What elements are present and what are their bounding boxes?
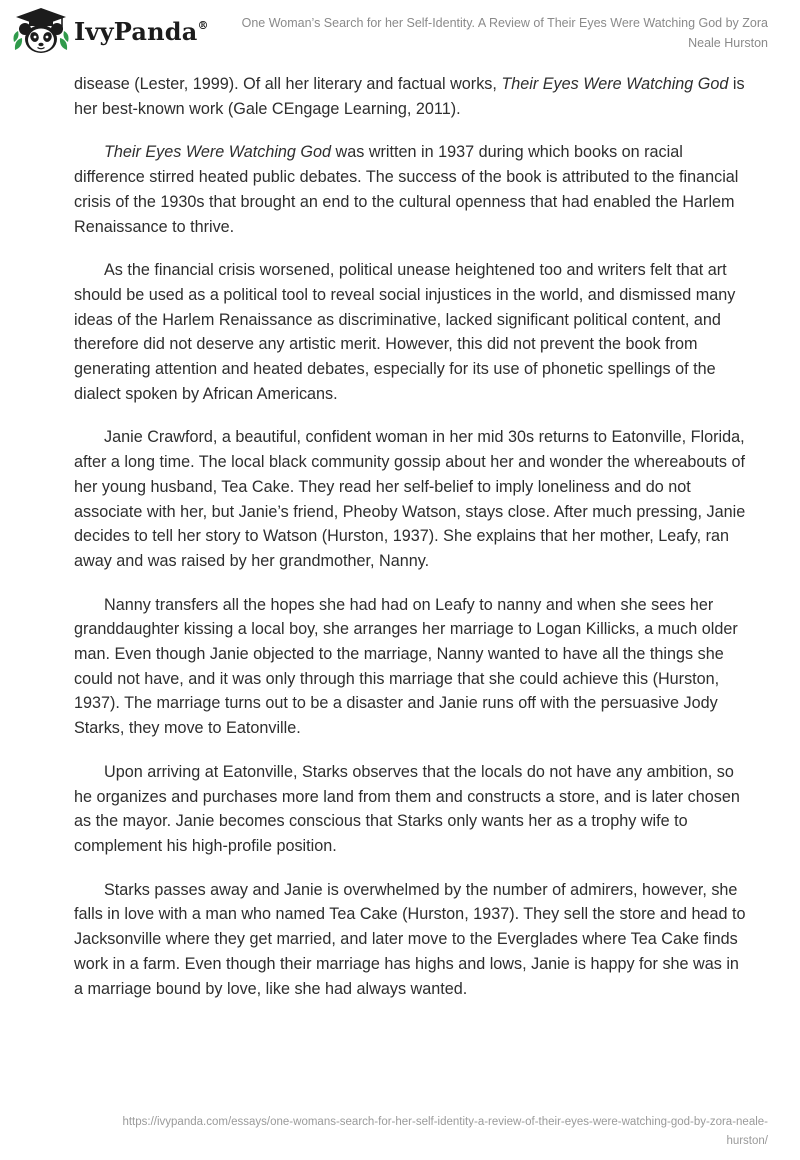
source-url-line-1: https://ivypanda.com/essays/one-womans-search-for-her-self-identity-a-review-of-their-eyes-were-watching-god-by-zora-neale- <box>122 1116 768 1128</box>
document-title-line-2: Neale Hurston <box>688 36 768 50</box>
book-title: Their Eyes Were Watching God <box>104 143 332 162</box>
paragraph-5: Nanny transfers all the hopes she had had on Leafy to nanny and when she sees her granddaughter kissing a local boy, she arranges her marriage to Logan Killicks, a much older man. Even though Janie objected to the marriage, Nanny wanted to have all the things she could not have, and it was only through this marriage that she could achieve this (Hurston, 1937). The marriage turns out to be a disaster and Janie runs off with the persuasive Jody Starks, they move to Eatonville. <box>74 595 738 738</box>
page-header <box>0 0 800 64</box>
paragraph-3: As the financial crisis worsened, political unease heightened too and writers felt that art should be used as a political tool to reveal social injustices in the world, and dismissed many ideas of the Harlem Renaissance as discriminative, lacked significant political content, and therefore did not deserve any artistic merit. However, this did not prevent the book from generating attention and heated debates, especially for its use of phonetic spellings of the dialect spoken by African Americans. <box>74 261 736 403</box>
paragraph-4: Janie Crawford, a beautiful, confident woman in her mid 30s returns to Eatonville, Florida, after a long time. The local black community gossip about her and wonder the whereabouts of her young husband, Tea Cake. They read her self-belief to imply loneliness and do not associate with her, but Janie’s friend, Pheoby Watson, stays close. After much pressing, Janie decides to tell her story to Watson (Hurston, 1937). She explains that her mother, Leafy, ran away and was raised by her grandmother, Nanny. <box>74 428 746 570</box>
paragraph-7: Starks passes away and Janie is overwhelmed by the number of admirers, however, she falls in love with a man who named Tea Cake (Hurston, 1937). They sell the store and head to Jacksonville where they get married, and later move to the Everglades where Tea Cake finds work in a farm. Even though their marriage has highs and lows, Janie is happy for she was in a marriage bound by love, like she had always wanted. <box>74 880 746 998</box>
essay-body <box>74 72 750 1020</box>
paragraph-2: Their Eyes Were Watching God was written in 1937 during which books on racial difference stirred heated public debates. The success of the book is attributed to the financial crisis of the 1930s that brought an end to the cultural openness that had enabled the Harlem Renaissance to thrive. <box>74 143 739 236</box>
brand-name: IvyPanda® <box>74 16 209 46</box>
registered-mark: ® <box>197 18 209 32</box>
document-title-line-1: One Woman’s Search for her Self-Identity. A Review of Their Eyes Were Watching God by Zora <box>241 16 768 30</box>
paragraph-6: Upon arriving at Eatonville, Starks observes that the locals do not have any ambition, so he organizes and purchases more land from them and constructs a store, and is later chosen as the mayor. Janie becomes conscious that Starks only wants her as a trophy wife to complement his high-profile position. <box>74 762 740 855</box>
panda-graduate-icon <box>12 6 70 56</box>
book-title: Their Eyes Were Watching God <box>501 75 729 93</box>
source-url-line-2: hurston/ <box>726 1135 768 1147</box>
document-title <box>228 13 768 53</box>
ivypanda-logo[interactable] <box>12 6 209 56</box>
paragraph-1: disease (Lester, 1999). Of all her literary and factual works, Their Eyes Were Watching God is her best-known work (Gale CEngage Learning, 2011). <box>74 75 745 118</box>
source-url[interactable] <box>48 1113 768 1151</box>
